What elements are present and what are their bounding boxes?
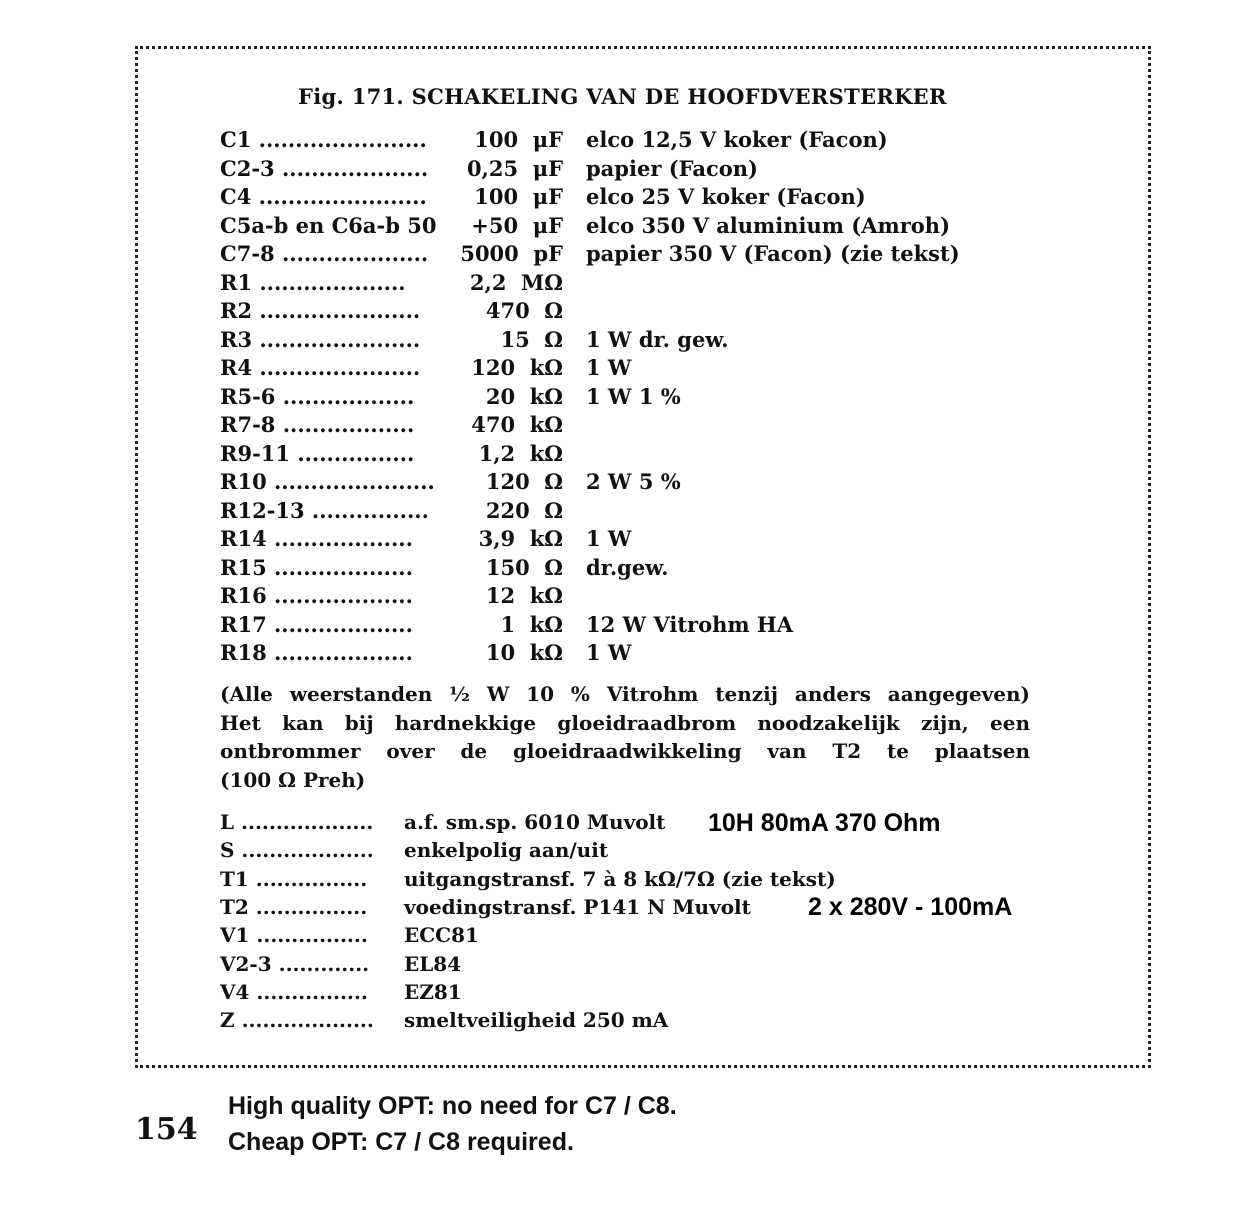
component-row	[0, 412, 1234, 438]
component-description: 1 W	[586, 355, 632, 380]
component-description: elco 350 V aluminium (Amroh)	[586, 212, 951, 238]
figure-title: Fig. 171. SCHAKELING VAN DE HOOFDVERSTERKER	[298, 84, 947, 109]
component-value: 100 μF	[474, 184, 563, 209]
part-name: L ...................	[220, 810, 374, 834]
component-value: 470 kΩ	[471, 412, 563, 437]
component-description: 1 W 1 %	[586, 383, 681, 409]
component-row	[0, 498, 1234, 524]
part-description: uitgangstransf. 7 à 8 kΩ/7Ω (zie tekst)	[404, 866, 836, 891]
component-value: 0,25 μF	[466, 155, 563, 181]
component-row	[0, 583, 1234, 609]
component-description: elco 25 V koker (Facon)	[586, 184, 866, 209]
part-description: a.f. sm.sp. 6010 Muvolt	[404, 810, 666, 834]
component-row	[0, 441, 1234, 467]
component-name: C5a-b en C6a-b 50	[220, 212, 437, 238]
component-name: R9-11 ................	[220, 440, 415, 466]
component-name: C4 .......................	[220, 184, 427, 209]
component-value: 100 μF	[474, 127, 563, 152]
note-line-4: (100 Ω Preh)	[220, 768, 366, 792]
component-row	[0, 298, 1234, 324]
component-row	[0, 612, 1234, 638]
part-description: ECC81	[404, 923, 479, 948]
part-description: EL84	[404, 951, 462, 976]
component-value: 1 kΩ	[500, 611, 563, 637]
component-description: papier 350 V (Facon) (zie tekst)	[586, 241, 960, 266]
note-line-2: Het kan bij hardnekkige gloeidraadbrom noodzakelijk zijn, een	[220, 711, 1030, 735]
component-row	[0, 213, 1234, 239]
component-row	[0, 640, 1234, 666]
part-name: T1 ................	[220, 866, 368, 891]
t2-spec-annotation: 2 x 280V - 100mA	[808, 893, 1013, 921]
component-name: C2-3 ....................	[220, 155, 429, 181]
component-name: R16 ...................	[220, 583, 413, 608]
part-description: smeltveiligheid 250 mA	[404, 1008, 669, 1033]
component-name: C7-8 ....................	[220, 241, 429, 266]
component-description: 2 W 5 %	[586, 469, 681, 494]
component-value: 1,2 kΩ	[478, 440, 563, 466]
component-name: R18 ...................	[220, 640, 413, 665]
component-name: R3 ......................	[220, 326, 421, 352]
page-number: 154	[135, 1112, 198, 1147]
l-spec-annotation: 10H 80mA 370 Ohm	[708, 809, 941, 837]
component-row	[0, 241, 1234, 267]
component-value: 10 kΩ	[485, 640, 563, 665]
component-value: 120 Ω	[485, 469, 563, 494]
component-name: C1 .......................	[220, 127, 427, 152]
component-value: 3,9 kΩ	[478, 526, 563, 551]
part-description: enkelpolig aan/uit	[404, 838, 609, 863]
component-row	[0, 355, 1234, 381]
component-name: R14 ...................	[220, 526, 413, 551]
part-name: V1 ................	[220, 923, 368, 948]
component-name: R17 ...................	[220, 611, 413, 637]
part-name: V4 ................	[220, 979, 368, 1004]
component-name: R15 ...................	[220, 554, 413, 580]
footer-note-2: Cheap OPT: C7 / C8 required.	[228, 1128, 574, 1156]
component-description: 12 W Vitrohm HA	[586, 611, 794, 637]
component-name: R5-6 ..................	[220, 383, 415, 409]
component-description: dr.gew.	[586, 554, 669, 580]
component-description: 1 W	[586, 640, 632, 665]
component-name: R7-8 ..................	[220, 412, 415, 437]
component-row	[0, 270, 1234, 296]
component-description: elco 12,5 V koker (Facon)	[586, 127, 888, 152]
component-row	[0, 127, 1234, 153]
note-line-1: (Alle weerstanden ½ W 10 % Vitrohm tenzij anders aangegeven)	[220, 682, 1030, 706]
component-row	[0, 469, 1234, 495]
component-row	[0, 384, 1234, 410]
component-description: 1 W	[586, 526, 632, 551]
component-value: +50 μF	[471, 212, 563, 238]
component-value: 5000 pF	[460, 241, 563, 266]
component-row	[0, 327, 1234, 353]
component-row	[0, 526, 1234, 552]
component-name: R10 ......................	[220, 469, 435, 494]
part-description: voedingstransf. P141 N Muvolt	[404, 894, 751, 919]
component-value: 220 Ω	[485, 497, 563, 523]
component-value: 150 Ω	[485, 554, 563, 580]
footer-note-1: High quality OPT: no need for C7 / C8.	[228, 1092, 677, 1120]
component-description: 1 W dr. gew.	[586, 326, 729, 352]
component-description: papier (Facon)	[586, 155, 758, 181]
component-value: 15 Ω	[500, 326, 563, 352]
note-line-3: ontbrommer over de gloeidraadwikkeling van T2 te plaatsen	[220, 739, 1030, 763]
part-name: V2-3 .............	[220, 951, 370, 976]
part-name: Z ...................	[220, 1008, 374, 1033]
component-value: 12 kΩ	[485, 583, 563, 608]
part-description: EZ81	[404, 979, 462, 1004]
component-value: 20 kΩ	[485, 383, 563, 409]
component-value: 120 kΩ	[471, 355, 563, 380]
component-name: R12-13 ................	[220, 497, 429, 523]
component-name: R2 ......................	[220, 298, 421, 323]
component-value: 470 Ω	[485, 298, 563, 323]
component-name: R4 ......................	[220, 355, 421, 380]
component-name: R1 ....................	[220, 269, 406, 295]
part-name: T2 ................	[220, 894, 368, 919]
part-name: S ...................	[220, 838, 374, 863]
component-row	[0, 555, 1234, 581]
component-row	[0, 184, 1234, 210]
component-value: 2,2 MΩ	[469, 269, 563, 295]
component-row	[0, 156, 1234, 182]
